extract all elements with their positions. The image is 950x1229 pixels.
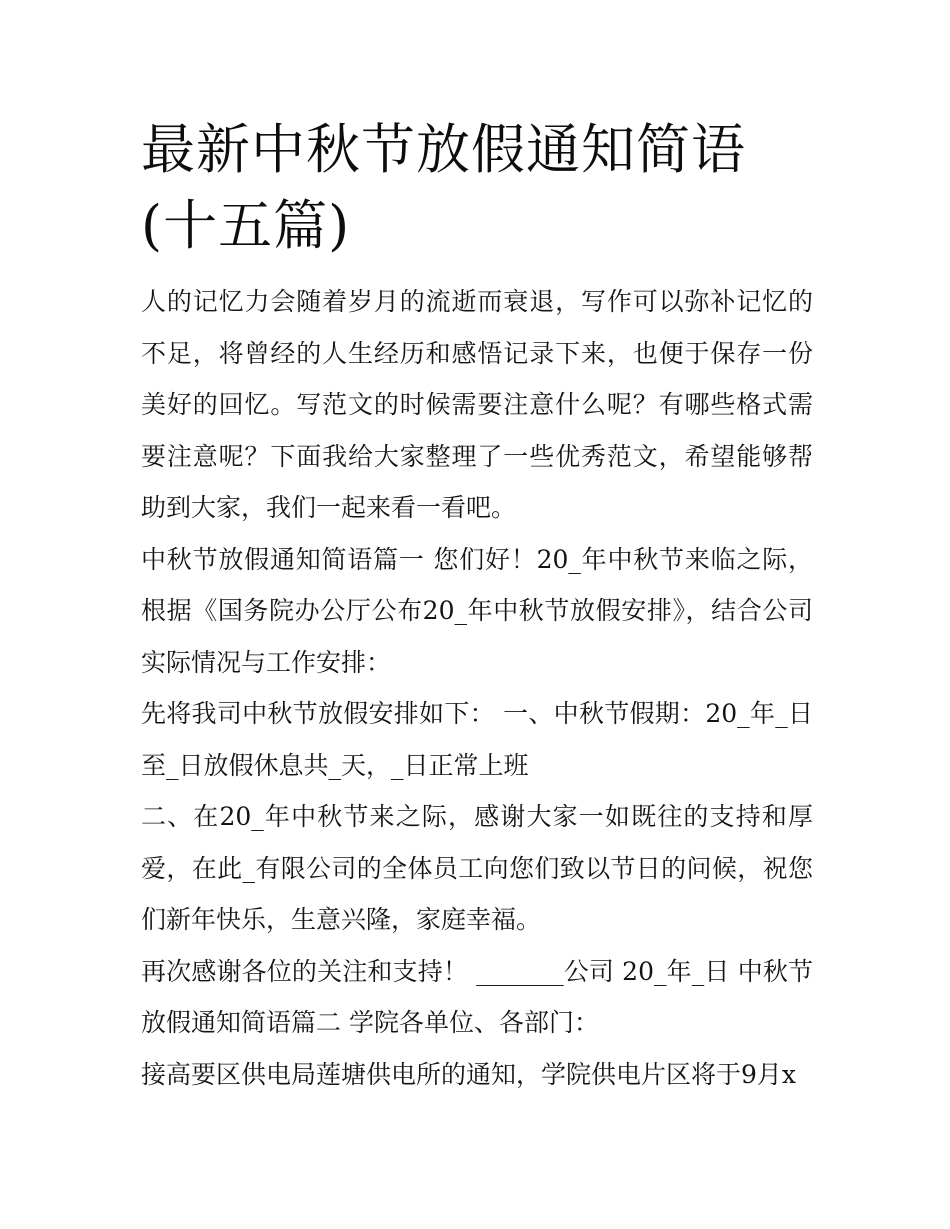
paragraph-notice-one: 中秋节放假通知简语篇一 您们好！20_年中秋节来临之际，根据《国务院办公厅公布20_年中秋节放假安排》，结合公司实际情况与工作安排： [141, 544, 813, 677]
paragraph-thanks: 再次感谢各位的关注和支持！ _______公司 20_年_日 中秋节放假通知简语篇二 学院各单位、各部门： [141, 956, 813, 1037]
document-body [141, 276, 813, 1100]
paragraph-greeting: 二、在20_年中秋节来之际，感谢大家一如既往的支持和厚爱，在此_有限公司的全体员工向您们致以节日的问候，祝您们新年快乐，生意兴隆，家庭幸福。 [141, 802, 813, 934]
document-content [141, 112, 813, 1100]
paragraph-power-notice: 接高要区供电局莲塘供电所的通知，学院供电片区将于9月x [141, 1059, 797, 1089]
document-title: 最新中秋节放假通知简语(十五篇) [141, 118, 746, 257]
paragraph-intro: 人的记忆力会随着岁月的流逝而衰退，写作可以弥补记忆的不足，将曾经的人生经历和感悟记录下来，也便于保存一份美好的回忆。写范文的时候需要注意什么呢？有哪些格式需要注意呢？下面我给大家整理了一些优秀范文，希望能够帮助到大家，我们一起来看一看吧。 [141, 287, 813, 522]
paragraph-schedule: 先将我司中秋节放假安排如下： 一、中秋节假期：20_年_日至_日放假休息共_天，_日正常上班 [141, 699, 813, 780]
